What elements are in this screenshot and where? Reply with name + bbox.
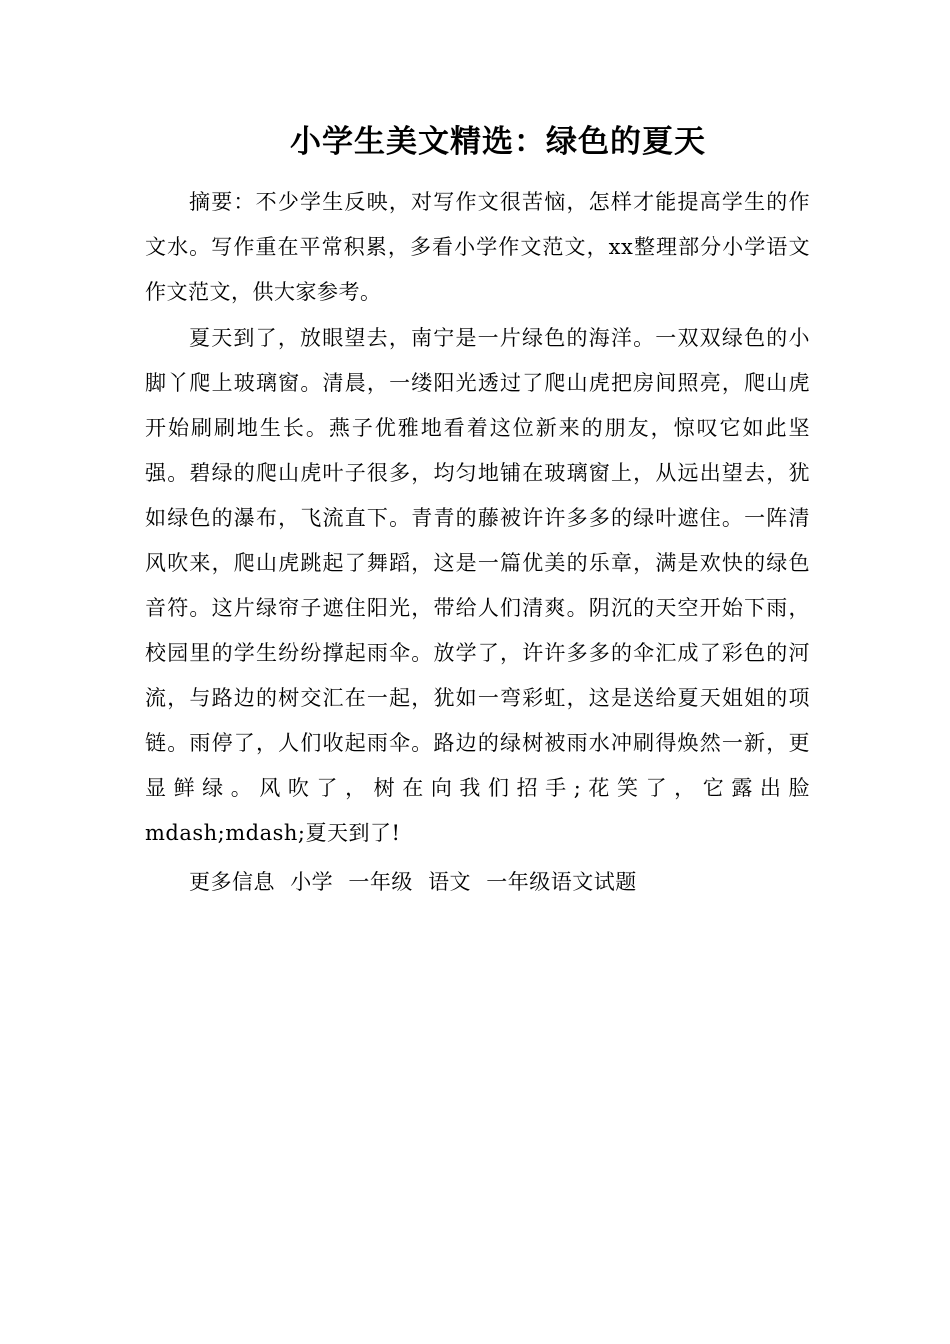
abstract-paragraph: 摘要：不少学生反映，对写作文很苦恼，怎样才能提高学生的作文水。写作重在平常积累，多看小学作文范文，xx整理部分小学语文作文范文，供大家参考。 (145, 190, 810, 304)
more-info-tag-chinese[interactable]: 语文 (428, 870, 472, 894)
body-paragraph: 夏天到了，放眼望去，南宁是一片绿色的海洋。一双双绿色的小脚丫爬上玻璃窗。清晨，一缕阳光透过了爬山虎把房间照亮，爬山虎开始刷刷地生长。燕子优雅地看着这位新来的朋友，惊叹它如此坚强。碧绿的爬山虎叶子很多，均匀地铺在玻璃窗上，从远出望去，犹如绿色的瀑布，飞流直下。青青的藤被许许多多的绿叶遮住。一阵清风吹来，爬山虎跳起了舞蹈，这是一篇优美的乐章，满是欢快的绿色音符。这片绿帘子遮住阳光，带给人们清爽。阴沉的天空开始下雨，校园里的学生纷纷撑起雨伞。放学了，许许多多的伞汇成了彩色的河流，与路边的树交汇在一起，犹如一弯彩虹，这是送给夏天姐姐的项链。雨停了，人们收起雨伞。路边的绿树被雨水冲刷得焕然一新，更显鲜绿。风吹了，树在向我们招手;花笑了，它露出脸 mdash;mdash;夏天到了! (145, 326, 810, 845)
more-info-tag-grade-one-chinese-exams[interactable]: 一年级语文试题 (486, 870, 637, 894)
document-title: 小学生美文精选：绿色的夏天 (290, 124, 706, 160)
more-info-tag-primary-school[interactable]: 小学 (290, 870, 334, 894)
more-info-line (145, 860, 810, 905)
more-info-tag-grade-one[interactable]: 一年级 (348, 870, 413, 894)
more-info-label: 更多信息 (189, 870, 275, 894)
